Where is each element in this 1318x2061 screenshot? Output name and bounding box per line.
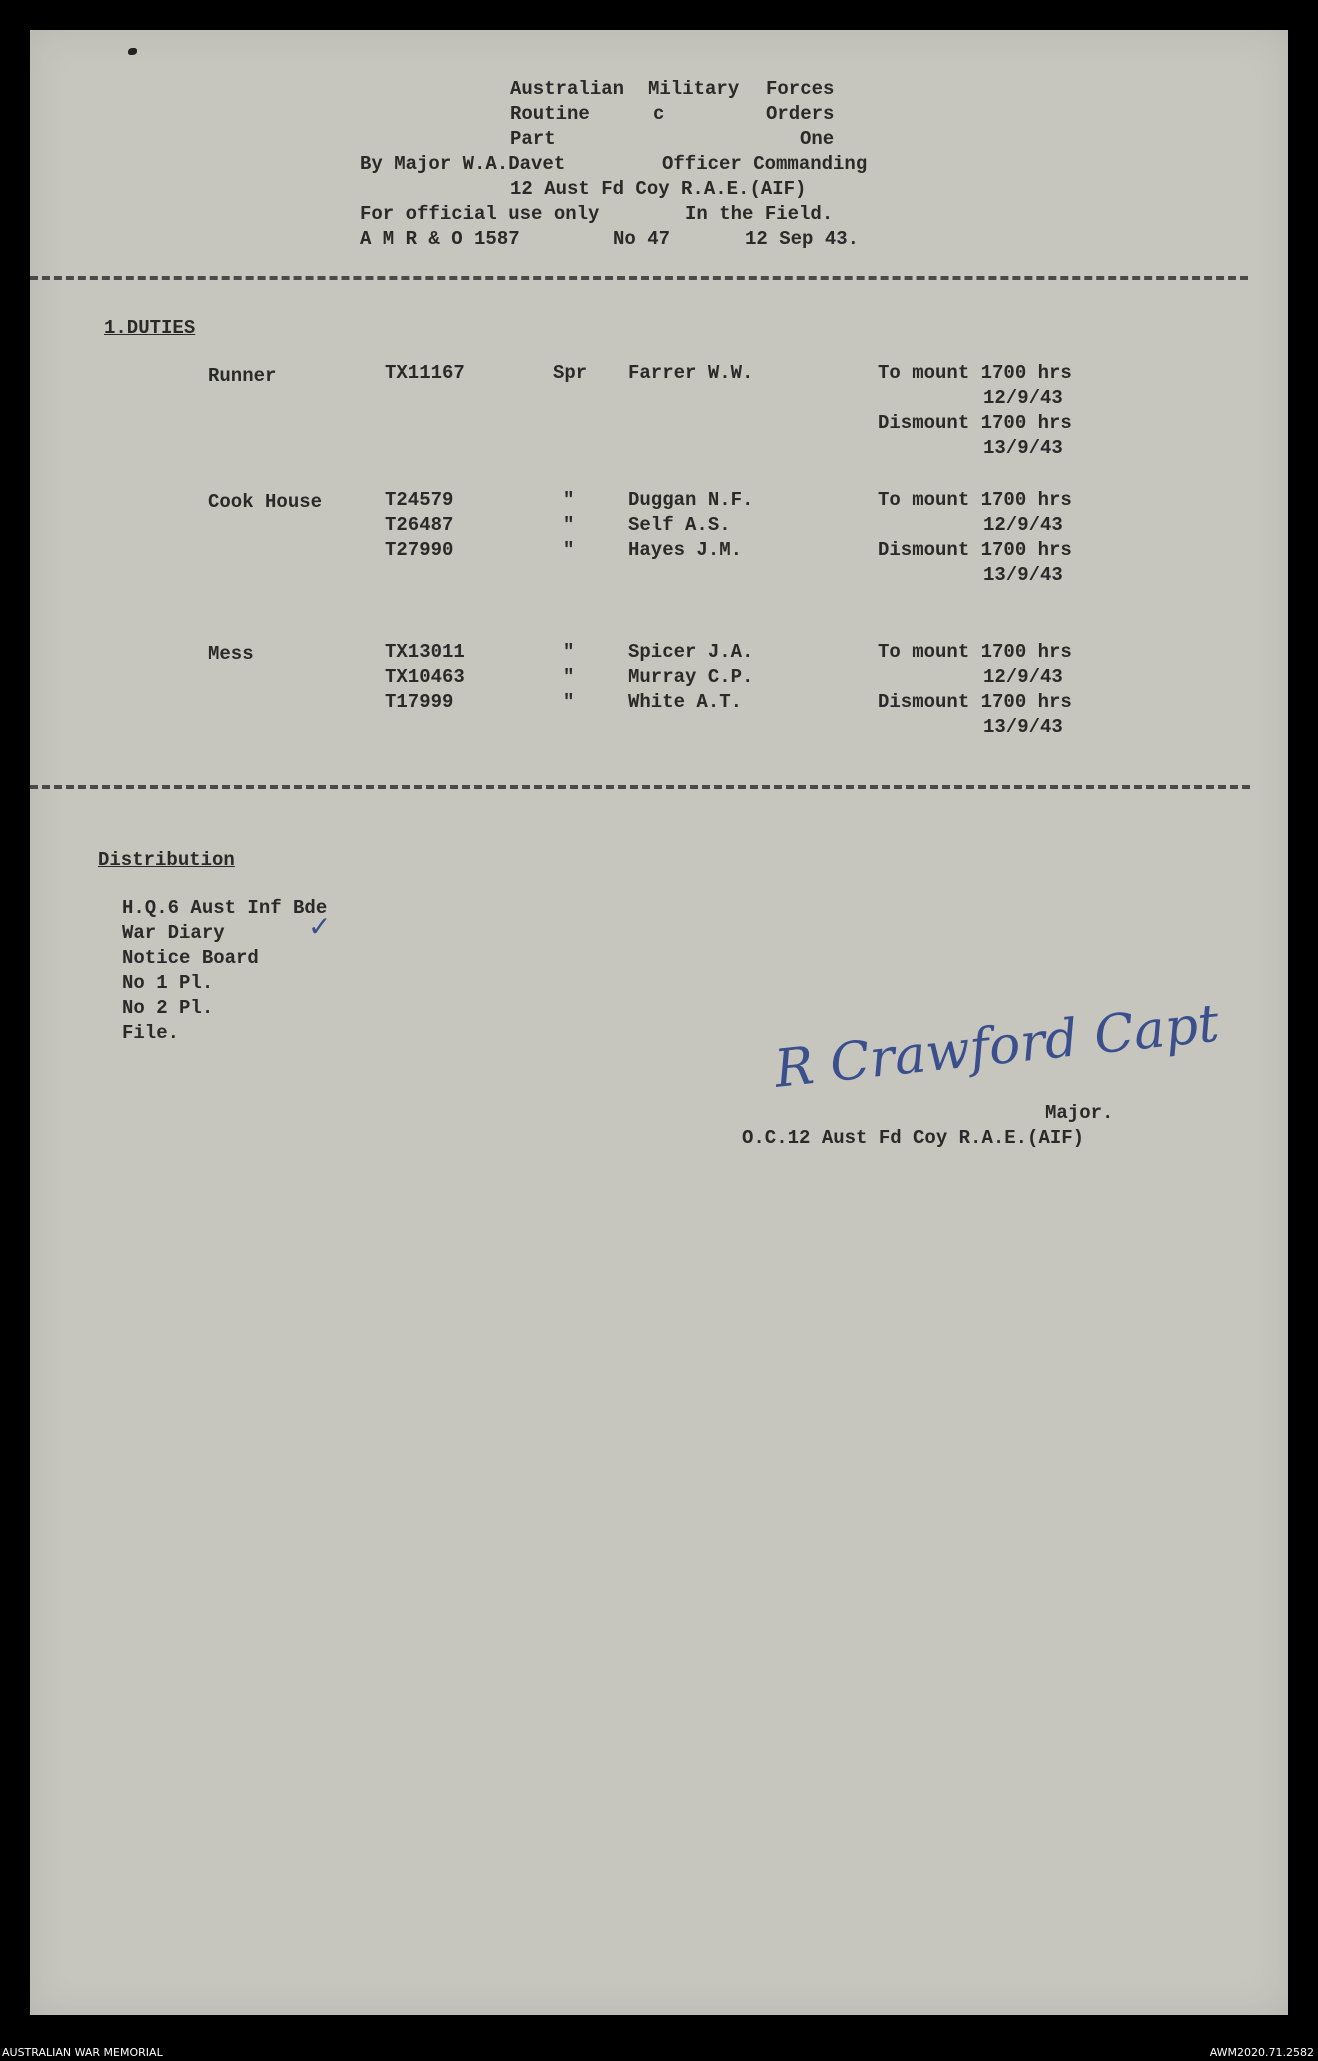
- person-name: Duggan N.F.: [628, 489, 754, 511]
- distribution-item: No 1 Pl.: [122, 972, 214, 994]
- header-number: No 47: [613, 228, 671, 250]
- service-number: TX11167: [385, 362, 465, 384]
- person-name: White A.T.: [628, 691, 743, 713]
- dismount-date: 13/9/43: [983, 716, 1063, 738]
- signature-rank: Major.: [1045, 1102, 1114, 1124]
- distribution-item: H.Q.6 Aust Inf Bde: [122, 897, 328, 919]
- signature-title: O.C.12 Aust Fd Coy R.A.E.(AIF): [742, 1127, 1085, 1149]
- rank: ": [563, 641, 575, 663]
- rank: Spr: [553, 362, 588, 384]
- service-number: TX13011: [385, 641, 465, 663]
- section-title: 1.DUTIES: [104, 317, 196, 339]
- header-officer: Officer Commanding: [662, 153, 868, 175]
- dismount-time: Dismount 1700 hrs: [878, 412, 1072, 434]
- service-number: T17999: [385, 691, 454, 713]
- service-number: T24579: [385, 489, 454, 511]
- person-name: Spicer J.A.: [628, 641, 754, 663]
- footer-right: AWM2020.71.2582: [1209, 2046, 1314, 2059]
- mount-date: 12/9/43: [983, 666, 1063, 688]
- mount-date: 12/9/43: [983, 514, 1063, 536]
- header-unit: 12 Aust Fd Coy R.A.E.(AIF): [510, 178, 807, 200]
- rank: ": [563, 666, 575, 688]
- header-line1-mid: Military: [648, 78, 740, 100]
- header-by: By Major W.A.Davet: [360, 153, 566, 175]
- header-line3-left: Part: [510, 128, 556, 150]
- header-line3-right: One: [800, 128, 835, 150]
- rank: ": [563, 539, 575, 561]
- mount-time: To mount 1700 hrs: [878, 641, 1072, 663]
- punch-mark: [128, 48, 137, 55]
- rank: ": [563, 489, 575, 511]
- dismount-time: Dismount 1700 hrs: [878, 691, 1072, 713]
- handwritten-signature: R Crawford Capt: [771, 993, 1222, 1100]
- bottom-divider: [30, 785, 1250, 789]
- service-number: T26487: [385, 514, 454, 536]
- dismount-date: 13/9/43: [983, 564, 1063, 586]
- person-name: Self A.S.: [628, 514, 731, 536]
- rank: ": [563, 691, 575, 713]
- distribution-item: No 2 Pl.: [122, 997, 214, 1019]
- dismount-time: Dismount 1700 hrs: [878, 539, 1072, 561]
- tick-mark: ✓: [308, 910, 332, 943]
- person-name: Hayes J.M.: [628, 539, 743, 561]
- mount-time: To mount 1700 hrs: [878, 489, 1072, 511]
- duty-label: Mess: [208, 643, 254, 665]
- header-official: For official use only: [360, 203, 600, 225]
- service-number: TX10463: [385, 666, 465, 688]
- distribution-item: War Diary: [122, 922, 225, 944]
- distribution-item: File.: [122, 1022, 180, 1044]
- rank: ": [563, 514, 575, 536]
- header-field: In the Field.: [685, 203, 834, 225]
- distribution-item: Notice Board: [122, 947, 259, 969]
- footer-left: AUSTRALIAN WAR MEMORIAL: [2, 2046, 163, 2059]
- header-line1-left: Australian: [510, 78, 625, 100]
- header-amro: A M R & O 1587: [360, 228, 520, 250]
- document-page: [30, 30, 1288, 2015]
- header-date: 12 Sep 43.: [745, 228, 860, 250]
- duty-label: Runner: [208, 365, 277, 387]
- header-line2-left: Routine: [510, 103, 590, 125]
- dismount-date: 13/9/43: [983, 437, 1063, 459]
- mount-time: To mount 1700 hrs: [878, 362, 1072, 384]
- distribution-title: Distribution: [98, 849, 235, 871]
- duty-label: Cook House: [208, 491, 323, 513]
- top-divider: [30, 276, 1248, 280]
- service-number: T27990: [385, 539, 454, 561]
- person-name: Murray C.P.: [628, 666, 754, 688]
- header-line2-mid: c: [653, 103, 665, 125]
- header-line1-right: Forces: [766, 78, 835, 100]
- person-name: Farrer W.W.: [628, 362, 754, 384]
- header-line2-right: Orders: [766, 103, 835, 125]
- mount-date: 12/9/43: [983, 387, 1063, 409]
